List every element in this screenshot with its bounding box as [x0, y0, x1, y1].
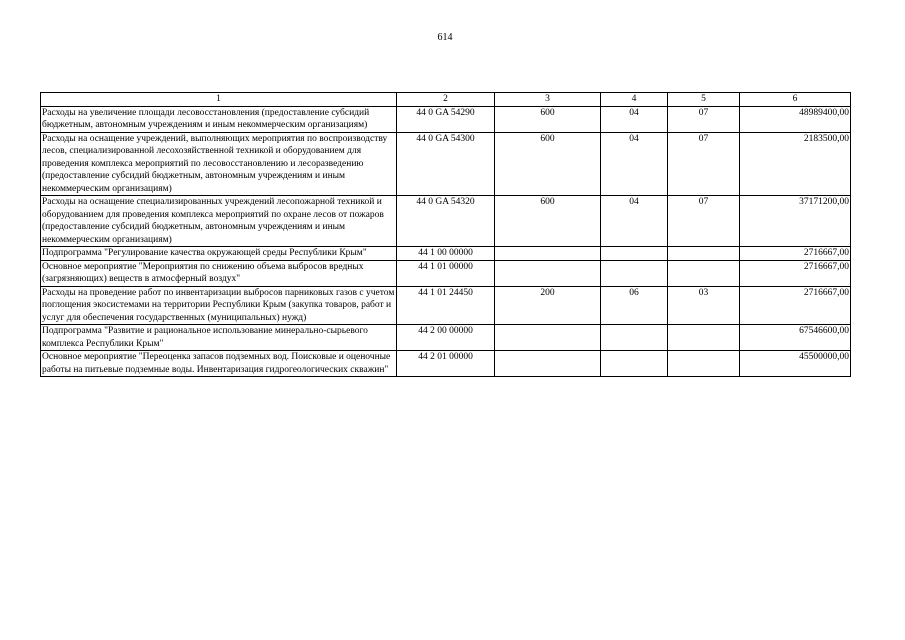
- row-name: Основное мероприятие "Мероприятия по снижению объема выбросов вредных (загрязняющих) веществ в атмосферный воздух": [41, 260, 397, 286]
- row-section: 04: [601, 196, 668, 247]
- row-group: 600: [495, 196, 601, 247]
- row-amount: 2716667,00: [740, 260, 851, 286]
- row-section: [601, 247, 668, 261]
- row-group: [495, 247, 601, 261]
- row-code: 44 1 01 24450: [397, 286, 495, 325]
- row-code: 44 2 01 00000: [397, 351, 495, 377]
- row-code: 44 1 00 00000: [397, 247, 495, 261]
- table-row: [41, 196, 851, 247]
- row-section: 04: [601, 132, 668, 196]
- table-row: [41, 286, 851, 325]
- row-name: Расходы на проведение работ по инвентаризации выбросов парниковых газов с учетом поглощения экосистемами на территории Республики Крым (закупка товаров, работ и услуг для обеспечения государственных (муниципальных) нужд): [41, 286, 397, 325]
- row-amount: 2716667,00: [740, 286, 851, 325]
- row-code: 44 0 GA 54320: [397, 196, 495, 247]
- column-header-subsection: 5: [668, 93, 740, 107]
- row-section: [601, 351, 668, 377]
- row-code: 44 1 01 00000: [397, 260, 495, 286]
- row-name: Подпрограмма "Регулирование качества окружающей среды Республики Крым": [41, 247, 397, 261]
- row-amount: 2183500,00: [740, 132, 851, 196]
- column-header-amount: 6: [740, 93, 851, 107]
- column-header-section: 4: [601, 93, 668, 107]
- row-group: 200: [495, 286, 601, 325]
- row-subsection: [668, 260, 740, 286]
- row-amount: 2716667,00: [740, 247, 851, 261]
- row-amount: 48989400,00: [740, 106, 851, 132]
- table-row: [41, 260, 851, 286]
- row-group: [495, 351, 601, 377]
- budget-table: [40, 92, 851, 377]
- row-group: 600: [495, 132, 601, 196]
- row-group: [495, 260, 601, 286]
- table-row: [41, 247, 851, 261]
- table-row: [41, 132, 851, 196]
- row-name: Подпрограмма "Развитие и рациональное использование минерально-сырьевого комплекса Республики Крым": [41, 325, 397, 351]
- table-row: [41, 106, 851, 132]
- row-code: 44 0 GA 54290: [397, 106, 495, 132]
- table-row: [41, 325, 851, 351]
- row-subsection: 07: [668, 196, 740, 247]
- row-section: [601, 260, 668, 286]
- row-subsection: [668, 325, 740, 351]
- row-name: Расходы на оснащение специализированных учреждений лесопожарной техникой и оборудованием для проведения комплекса мероприятий по охране лесов от пожаров (предоставление субсидий бюджетным, автономным учреждениям и иным некоммерческим организациям): [41, 196, 397, 247]
- row-section: 04: [601, 106, 668, 132]
- row-amount: 67546600,00: [740, 325, 851, 351]
- row-subsection: 07: [668, 106, 740, 132]
- row-subsection: [668, 247, 740, 261]
- column-header-group: 3: [495, 93, 601, 107]
- table-row: [41, 351, 851, 377]
- column-header-code: 2: [397, 93, 495, 107]
- row-amount: 45500000,00: [740, 351, 851, 377]
- column-header-name: 1: [41, 93, 397, 107]
- row-amount: 37171200,00: [740, 196, 851, 247]
- row-section: [601, 325, 668, 351]
- row-subsection: [668, 351, 740, 377]
- row-name: Расходы на увеличение площади лесовосстановления (предоставление субсидий бюджетным, автономным учреждениям и иным некоммерческим организациям): [41, 106, 397, 132]
- row-section: 06: [601, 286, 668, 325]
- row-subsection: 03: [668, 286, 740, 325]
- row-code: 44 0 GA 54300: [397, 132, 495, 196]
- row-code: 44 2 00 00000: [397, 325, 495, 351]
- row-group: 600: [495, 106, 601, 132]
- row-name: Расходы на оснащение учреждений, выполняющих мероприятия по воспроизводству лесов, специализированной лесохозяйственной техникой и оборудованием для проведения комплекса мероприятий по лесовосстановлению и лесоразведению (предоставление субсидий бюджетным, автономным учреждениям и иным некоммерческим организациям): [41, 132, 397, 196]
- page-number: 614: [437, 32, 453, 43]
- row-name: Основное мероприятие "Переоценка запасов подземных вод. Поисковые и оценочные работы на питьевые подземные воды. Инвентаризация гидрогеологических скважин": [41, 351, 397, 377]
- row-subsection: 07: [668, 132, 740, 196]
- row-group: [495, 325, 601, 351]
- table-header-row: [41, 93, 851, 107]
